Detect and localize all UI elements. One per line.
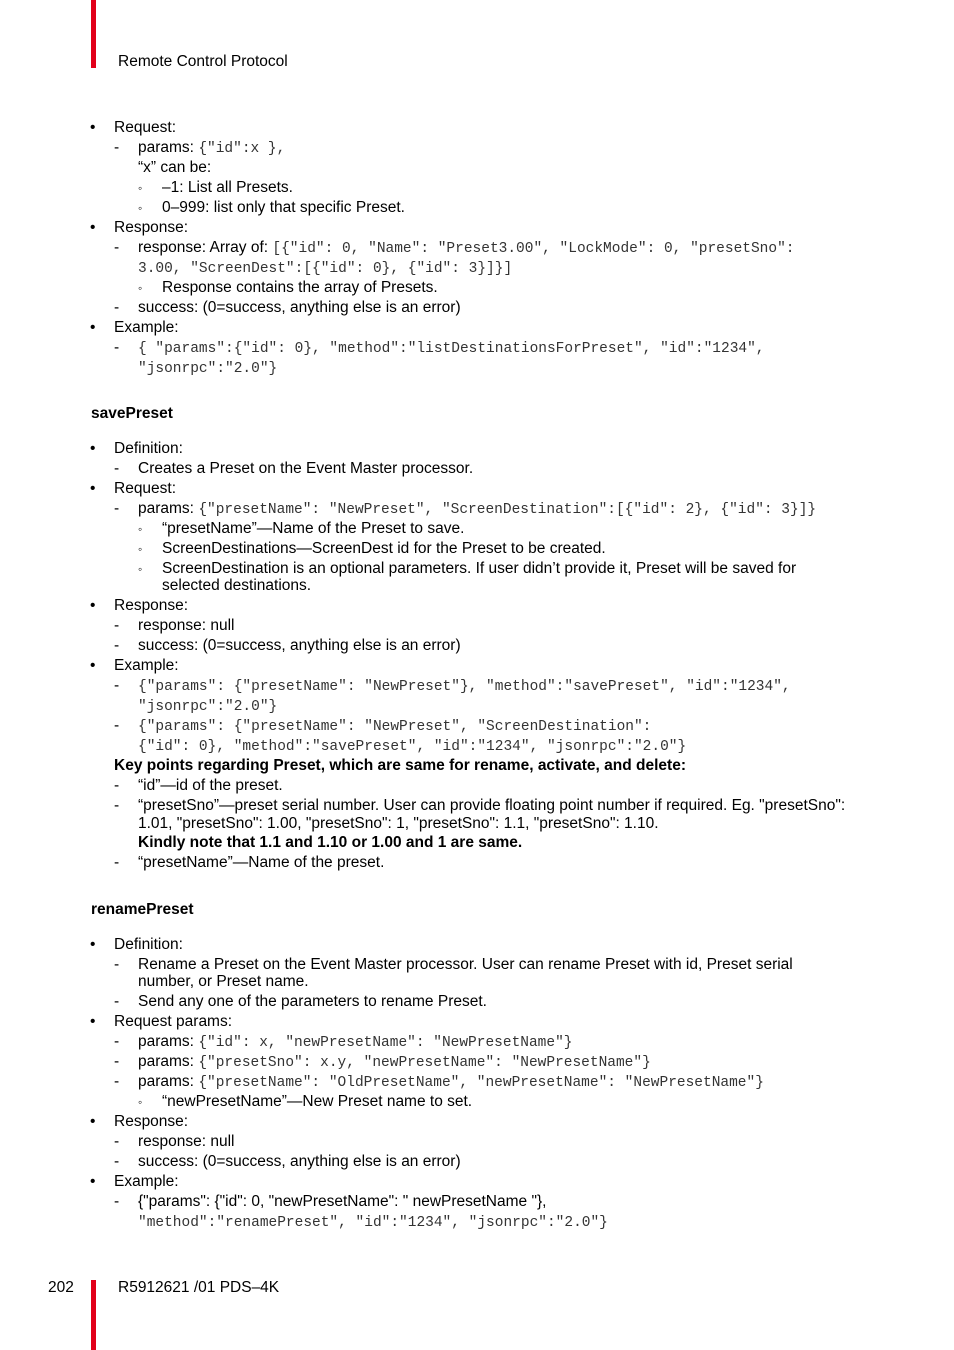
text-line xyxy=(114,597,188,615)
text-line xyxy=(138,717,651,736)
text-line xyxy=(162,520,464,538)
text-span: ScreenDestinations—ScreenDest id for the Preset to be created. xyxy=(162,540,606,557)
text-line xyxy=(162,279,438,297)
text-span: –1: List all Presets. xyxy=(162,179,293,196)
dash-marker: - xyxy=(114,139,120,156)
text-span: 1.01, "presetSno": 1.00, "presetSno": 1, "presetSno": 1.1, "presetSno": 1.10. xyxy=(138,815,659,832)
text-line xyxy=(162,540,606,558)
text-line xyxy=(162,1093,472,1111)
text-span: number, or Preset name. xyxy=(138,973,309,990)
text-span: Send any one of the parameters to rename Preset. xyxy=(138,993,487,1010)
dash-marker: - xyxy=(114,717,120,734)
text-span: ScreenDestination is an optional parameters. If user didn’t provide it, Preset will be saved for xyxy=(162,560,797,577)
text-line xyxy=(138,139,285,158)
code-span: 3.00, "ScreenDest":[{"id": 0}, {"id": 3}]}] xyxy=(138,261,513,277)
text-line xyxy=(114,936,183,954)
text-span: Request: xyxy=(114,480,177,497)
text-line xyxy=(138,359,277,378)
text-line xyxy=(138,834,522,852)
text-line xyxy=(114,657,179,675)
text-line xyxy=(138,299,461,317)
dash-marker: - xyxy=(114,956,120,973)
text-line xyxy=(114,1113,188,1131)
text-line xyxy=(114,1013,232,1031)
text-line xyxy=(114,1173,179,1191)
bullet-marker: • xyxy=(90,936,96,953)
text-line xyxy=(138,1153,461,1171)
text-line xyxy=(162,560,796,578)
circle-marker: ◦ xyxy=(138,181,143,195)
dash-marker: - xyxy=(114,854,120,871)
document-id: R5912621 /01 PDS–4K xyxy=(118,1279,280,1296)
bullet-marker: • xyxy=(90,597,96,614)
text-span: params: xyxy=(138,500,199,517)
running-header: Remote Control Protocol xyxy=(118,53,288,70)
code-span: {"presetName": "OldPresetName", "newPresetName": "NewPresetName"} xyxy=(198,1075,764,1091)
text-line xyxy=(138,159,211,177)
code-span: {"presetName": "NewPreset", "ScreenDestination":[{"id": 2}, {"id": 3}]} xyxy=(198,502,817,518)
bold-text: Kindly note that 1.1 and 1.10 or 1.00 and 1 are same. xyxy=(138,834,523,851)
text-line xyxy=(138,797,845,815)
dash-marker: - xyxy=(114,1033,120,1050)
dash-marker: - xyxy=(114,1073,120,1090)
text-span: success: (0=success, anything else is an error) xyxy=(138,1153,461,1170)
text-line xyxy=(138,339,765,358)
text-line xyxy=(114,480,176,498)
text-line xyxy=(138,1193,546,1211)
header-accent-bar xyxy=(91,0,96,68)
code-span: [{"id": 0, "Name": "Preset3.00", "LockMode": 0, "presetSno": xyxy=(272,241,795,257)
bullet-marker: • xyxy=(90,119,96,136)
dash-marker: - xyxy=(114,777,120,794)
text-span: Request params: xyxy=(114,1013,233,1030)
code-span: {"id": x, "newPresetName": "NewPresetName"} xyxy=(198,1035,573,1051)
bullet-marker: • xyxy=(90,1113,96,1130)
text-span: Response contains the array of Presets. xyxy=(162,279,438,296)
text-line xyxy=(162,179,293,197)
bullet-marker: • xyxy=(90,219,96,236)
text-span: Example: xyxy=(114,319,179,336)
text-span: “presetName”—Name of the Preset to save. xyxy=(162,520,465,537)
code-span: "jsonrpc":"2.0"} xyxy=(138,699,278,715)
text-line xyxy=(114,757,686,775)
text-span: Creates a Preset on the Event Master processor. xyxy=(138,460,474,477)
text-span: “id”—id of the preset. xyxy=(138,777,283,794)
text-span: params: xyxy=(138,139,199,156)
text-line xyxy=(138,1053,651,1072)
dash-marker: - xyxy=(114,1193,120,1210)
text-span: “newPresetName”—New Preset name to set. xyxy=(162,1093,473,1110)
section-heading: savePreset xyxy=(91,405,173,422)
code-span: {"id": 0}, "method":"savePreset", "id":"1234", "jsonrpc":"2.0"} xyxy=(138,739,687,755)
text-span: Response: xyxy=(114,219,189,236)
text-span: Example: xyxy=(114,657,179,674)
dash-marker: - xyxy=(114,460,120,477)
dash-marker: - xyxy=(114,500,120,517)
text-line xyxy=(162,577,311,595)
text-span: Response: xyxy=(114,597,189,614)
bullet-marker: • xyxy=(90,440,96,457)
text-line xyxy=(138,697,277,716)
text-span: params: xyxy=(138,1053,199,1070)
circle-marker: ◦ xyxy=(138,281,143,295)
bullet-marker: • xyxy=(90,319,96,336)
text-line xyxy=(138,854,384,872)
text-line xyxy=(114,219,188,237)
text-line xyxy=(138,500,816,519)
text-span: “presetSno”—preset serial number. User can provide floating point number if required. Eg. "presetSno": xyxy=(138,797,846,814)
circle-marker: ◦ xyxy=(138,542,143,556)
text-line xyxy=(138,1133,235,1151)
circle-marker: ◦ xyxy=(138,562,143,576)
text-span: Response: xyxy=(114,1113,189,1130)
bold-text: Key points regarding Preset, which are same for rename, activate, and delete: xyxy=(114,757,686,774)
text-span: response: Array of: xyxy=(138,239,273,256)
text-line xyxy=(138,956,793,974)
dash-marker: - xyxy=(114,637,120,654)
text-line xyxy=(138,1033,572,1052)
text-line xyxy=(138,617,235,635)
text-span: success: (0=success, anything else is an error) xyxy=(138,637,461,654)
circle-marker: ◦ xyxy=(138,201,143,215)
circle-marker: ◦ xyxy=(138,1095,143,1109)
code-span: { "params":{"id": 0}, "method":"listDestinationsForPreset", "id":"1234", xyxy=(138,341,765,357)
circle-marker: ◦ xyxy=(138,522,143,536)
text-span: params: xyxy=(138,1033,199,1050)
dash-marker: - xyxy=(114,797,120,814)
text-span: params: xyxy=(138,1073,199,1090)
text-span: “x” can be: xyxy=(138,159,212,176)
text-span: Request: xyxy=(114,119,177,136)
text-line xyxy=(114,440,183,458)
text-span: Rename a Preset on the Event Master processor. User can rename Preset with id, Preset serial xyxy=(138,956,793,973)
code-span: {"params": {"presetName": "NewPreset", "ScreenDestination": xyxy=(138,719,652,735)
text-line xyxy=(114,119,176,137)
text-line xyxy=(138,777,283,795)
page-number: 202 xyxy=(48,1279,74,1296)
code-span: {"presetSno": x.y, "newPresetName": "NewPresetName"} xyxy=(198,1055,651,1071)
dash-marker: - xyxy=(114,1153,120,1170)
section-heading: renamePreset xyxy=(91,901,194,918)
text-line xyxy=(138,993,487,1011)
text-line xyxy=(138,815,659,833)
text-line xyxy=(138,637,461,655)
dash-marker: - xyxy=(114,993,120,1010)
code-span: "method":"renamePreset", "id":"1234", "jsonrpc":"2.0"} xyxy=(138,1215,608,1231)
code-span: {"id":x }, xyxy=(198,141,286,157)
text-span: response: null xyxy=(138,617,235,634)
footer-accent-bar xyxy=(91,1280,96,1350)
text-span: Definition: xyxy=(114,936,183,953)
text-span: selected destinations. xyxy=(162,577,312,594)
text-line xyxy=(138,239,795,258)
dash-marker: - xyxy=(114,617,120,634)
dash-marker: - xyxy=(114,677,120,694)
text-line xyxy=(138,1073,764,1092)
text-span: {"params": {"id": 0, "newPresetName": " newPresetName "}, xyxy=(138,1193,547,1210)
dash-marker: - xyxy=(114,299,120,316)
text-line xyxy=(138,737,686,756)
text-line xyxy=(138,1213,608,1232)
code-span: "jsonrpc":"2.0"} xyxy=(138,361,278,377)
text-span: success: (0=success, anything else is an error) xyxy=(138,299,461,316)
text-span: Definition: xyxy=(114,440,183,457)
text-span: response: null xyxy=(138,1133,235,1150)
bullet-marker: • xyxy=(90,657,96,674)
dash-marker: - xyxy=(114,339,120,356)
text-line xyxy=(138,677,791,696)
bullet-marker: • xyxy=(90,1013,96,1030)
text-line xyxy=(138,973,309,991)
dash-marker: - xyxy=(114,239,120,256)
dash-marker: - xyxy=(114,1053,120,1070)
text-line xyxy=(138,259,512,278)
text-line xyxy=(138,460,473,478)
bullet-marker: • xyxy=(90,1173,96,1190)
dash-marker: - xyxy=(114,1133,120,1150)
text-span: 0–999: list only that specific Preset. xyxy=(162,199,405,216)
text-span: “presetName”—Name of the preset. xyxy=(138,854,385,871)
bullet-marker: • xyxy=(90,480,96,497)
text-span: Example: xyxy=(114,1173,179,1190)
text-line xyxy=(114,319,179,337)
code-span: {"params": {"presetName": "NewPreset"}, "method":"savePreset", "id":"1234", xyxy=(138,679,791,695)
text-line xyxy=(162,199,405,217)
